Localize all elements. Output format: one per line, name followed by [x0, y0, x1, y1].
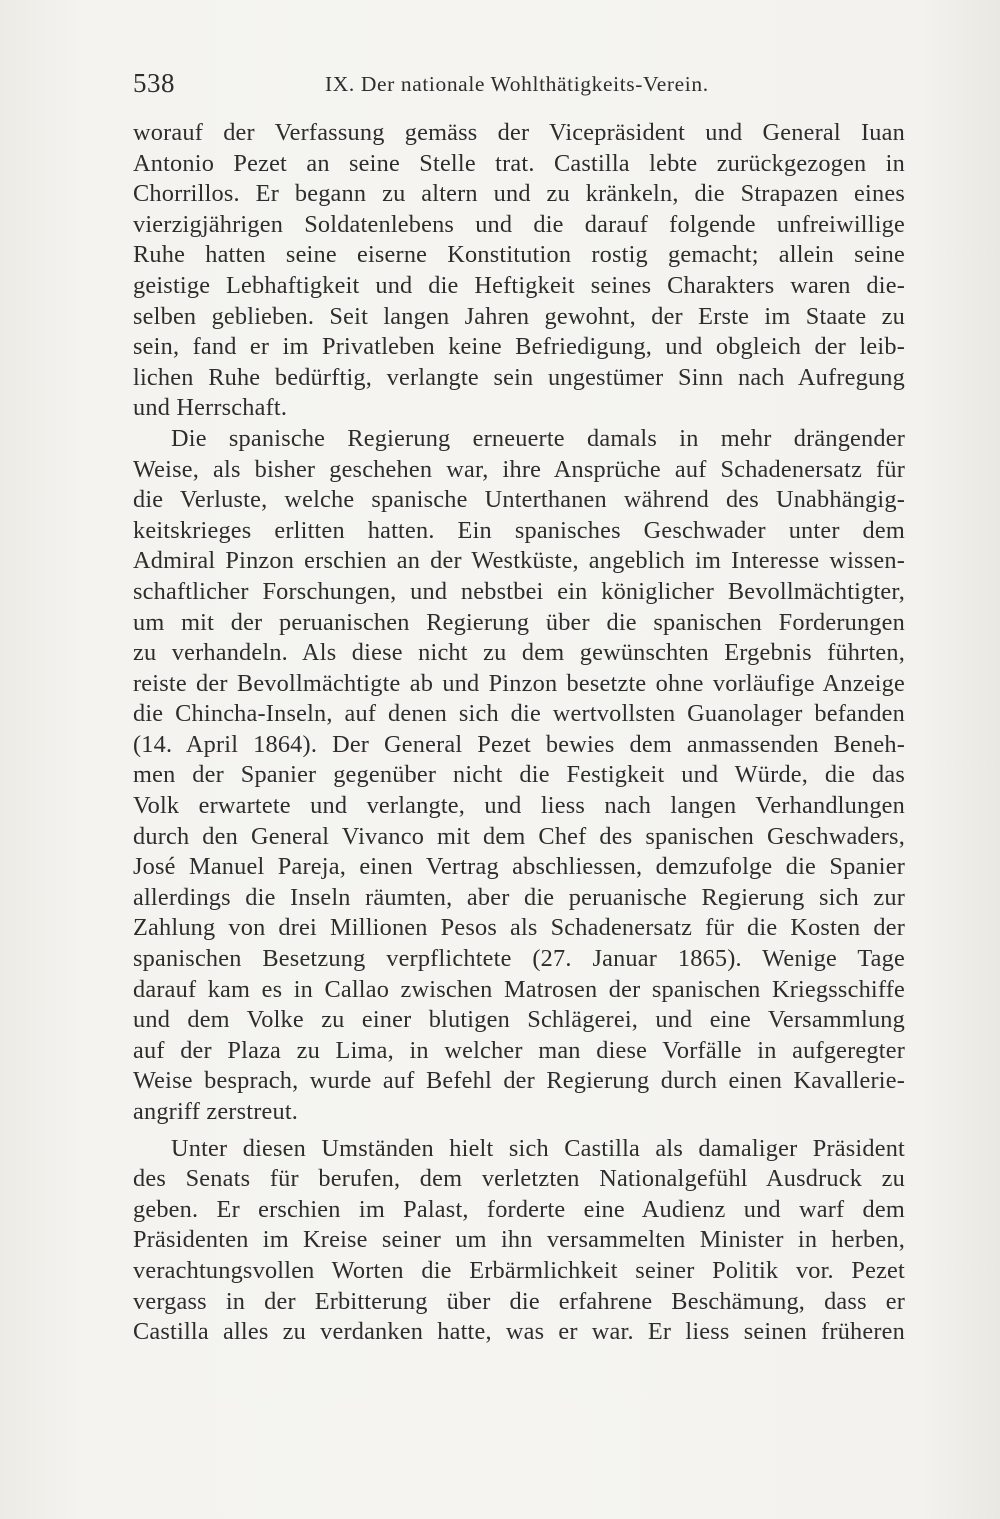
- text-line: verachtungsvollen Worten die Erbärmlichkeit seiner Politik vor. Pezet: [133, 1256, 905, 1284]
- paragraph-3: [133, 1134, 905, 1348]
- text-line: Chorrillos. Er begann zu altern und zu kränkeln, die Strapazen eines: [133, 180, 905, 208]
- paragraph-2: [133, 424, 905, 1128]
- text-line: selben geblieben. Seit langen Jahren gewohnt, der Erste im Staate zu: [133, 302, 905, 330]
- text-line: die Verluste, welche spanische Unterthanen während des Unabhängig-: [133, 486, 905, 514]
- text-line: und dem Volke zu einer blutigen Schlägerei, und eine Versammlung: [133, 1006, 905, 1034]
- text-line: Unter diesen Umständen hielt sich Castilla als damaliger Präsident: [171, 1134, 905, 1162]
- text-line: des Senats für berufen, dem verletzten Nationalgefühl Ausdruck zu: [133, 1165, 905, 1193]
- text-line: Volk erwartete und verlangte, und liess nach langen Verhandlungen: [133, 792, 905, 820]
- text-line: vergass in der Erbitterung über die erfahrene Beschämung, dass er: [133, 1287, 905, 1315]
- running-head: IX. Der nationale Wohlthätigkeits-Verein.: [325, 72, 709, 96]
- text-line: (14. April 1864). Der General Pezet bewies dem anmassenden Beneh-: [133, 730, 905, 758]
- text-line: zu verhandeln. Als diese nicht zu dem gewünschten Ergebnis führten,: [133, 639, 905, 667]
- text-line: Weise besprach, wurde auf Befehl der Regierung durch einen Kavallerie-: [133, 1067, 905, 1095]
- paragraph-1: [133, 118, 905, 424]
- text-line: Die spanische Regierung erneuerte damals in mehr drängender: [171, 424, 905, 452]
- text-line: geistige Lebhaftigkeit und die Heftigkeit seines Charakters waren die-: [133, 271, 905, 299]
- text-line: Ruhe hatten seine eiserne Konstitution rostig gemacht; allein seine: [133, 241, 905, 269]
- text-line: lichen Ruhe bedürftig, verlangte sein ungestümer Sinn nach Aufregung: [133, 363, 905, 391]
- text-line: um mit der peruanischen Regierung über die spanischen Forderungen: [133, 608, 905, 636]
- text-line: Präsidenten im Kreise seiner um ihn versammelten Minister in herben,: [133, 1226, 905, 1254]
- page-header: [133, 68, 903, 104]
- text-line: schaftlicher Forschungen, und nebstbei ein königlicher Bevollmächtigter,: [133, 577, 905, 605]
- text-line: men der Spanier gegenüber nicht die Festigkeit und Würde, die das: [133, 761, 905, 789]
- text-line: Antonio Pezet an seine Stelle trat. Castilla lebte zurückgezogen in: [133, 149, 905, 177]
- text-line: und Herrschaft.: [133, 394, 288, 422]
- text-line: die Chincha-Inseln, auf denen sich die wertvollsten Guanolager befanden: [133, 700, 905, 728]
- text-line: Castilla alles zu verdanken hatte, was er war. Er liess seinen früheren: [133, 1318, 905, 1346]
- text-line: Weise, als bisher geschehen war, ihre Ansprüche auf Schadenersatz für: [133, 455, 905, 483]
- text-line: sein, fand er im Privatleben keine Befriedigung, und obgleich der leib-: [133, 333, 905, 361]
- text-line: auf der Plaza zu Lima, in welcher man diese Vorfälle in aufgeregter: [133, 1036, 905, 1064]
- text-line: Zahlung von drei Millionen Pesos als Schadenersatz für die Kosten der: [133, 914, 905, 942]
- text-line: geben. Er erschien im Palast, forderte eine Audienz und warf dem: [133, 1195, 905, 1223]
- text-line: reiste der Bevollmächtigte ab und Pinzon besetzte ohne vorläufige Anzeige: [133, 669, 905, 697]
- text-line: José Manuel Pareja, einen Vertrag abschliessen, demzufolge die Spanier: [133, 853, 905, 881]
- text-line: worauf der Verfassung gemäss der Vicepräsident und General Iuan: [133, 119, 905, 146]
- text-line: spanischen Besetzung verpflichtete (27. Januar 1865). Wenige Tage: [133, 945, 905, 973]
- text-line: keitskrieges erlitten hatten. Ein spanisches Geschwader unter dem: [133, 516, 905, 544]
- text-line: Admiral Pinzon erschien an der Westküste, angeblich im Interesse wissen-: [133, 547, 905, 575]
- text-line: vierzigjährigen Soldatenlebens und die darauf folgende unfreiwillige: [133, 210, 905, 238]
- text-line: darauf kam es in Callao zwischen Matrosen der spanischen Kriegsschiffe: [133, 975, 905, 1003]
- text-line: allerdings die Inseln räumten, aber die peruanische Regierung sich zur: [133, 883, 905, 911]
- page-number: 538: [133, 68, 175, 98]
- text-line: durch den General Vivanco mit dem Chef des spanischen Geschwaders,: [133, 822, 905, 850]
- body-text: [133, 118, 905, 1348]
- text-line: angriff zerstreut.: [133, 1098, 299, 1125]
